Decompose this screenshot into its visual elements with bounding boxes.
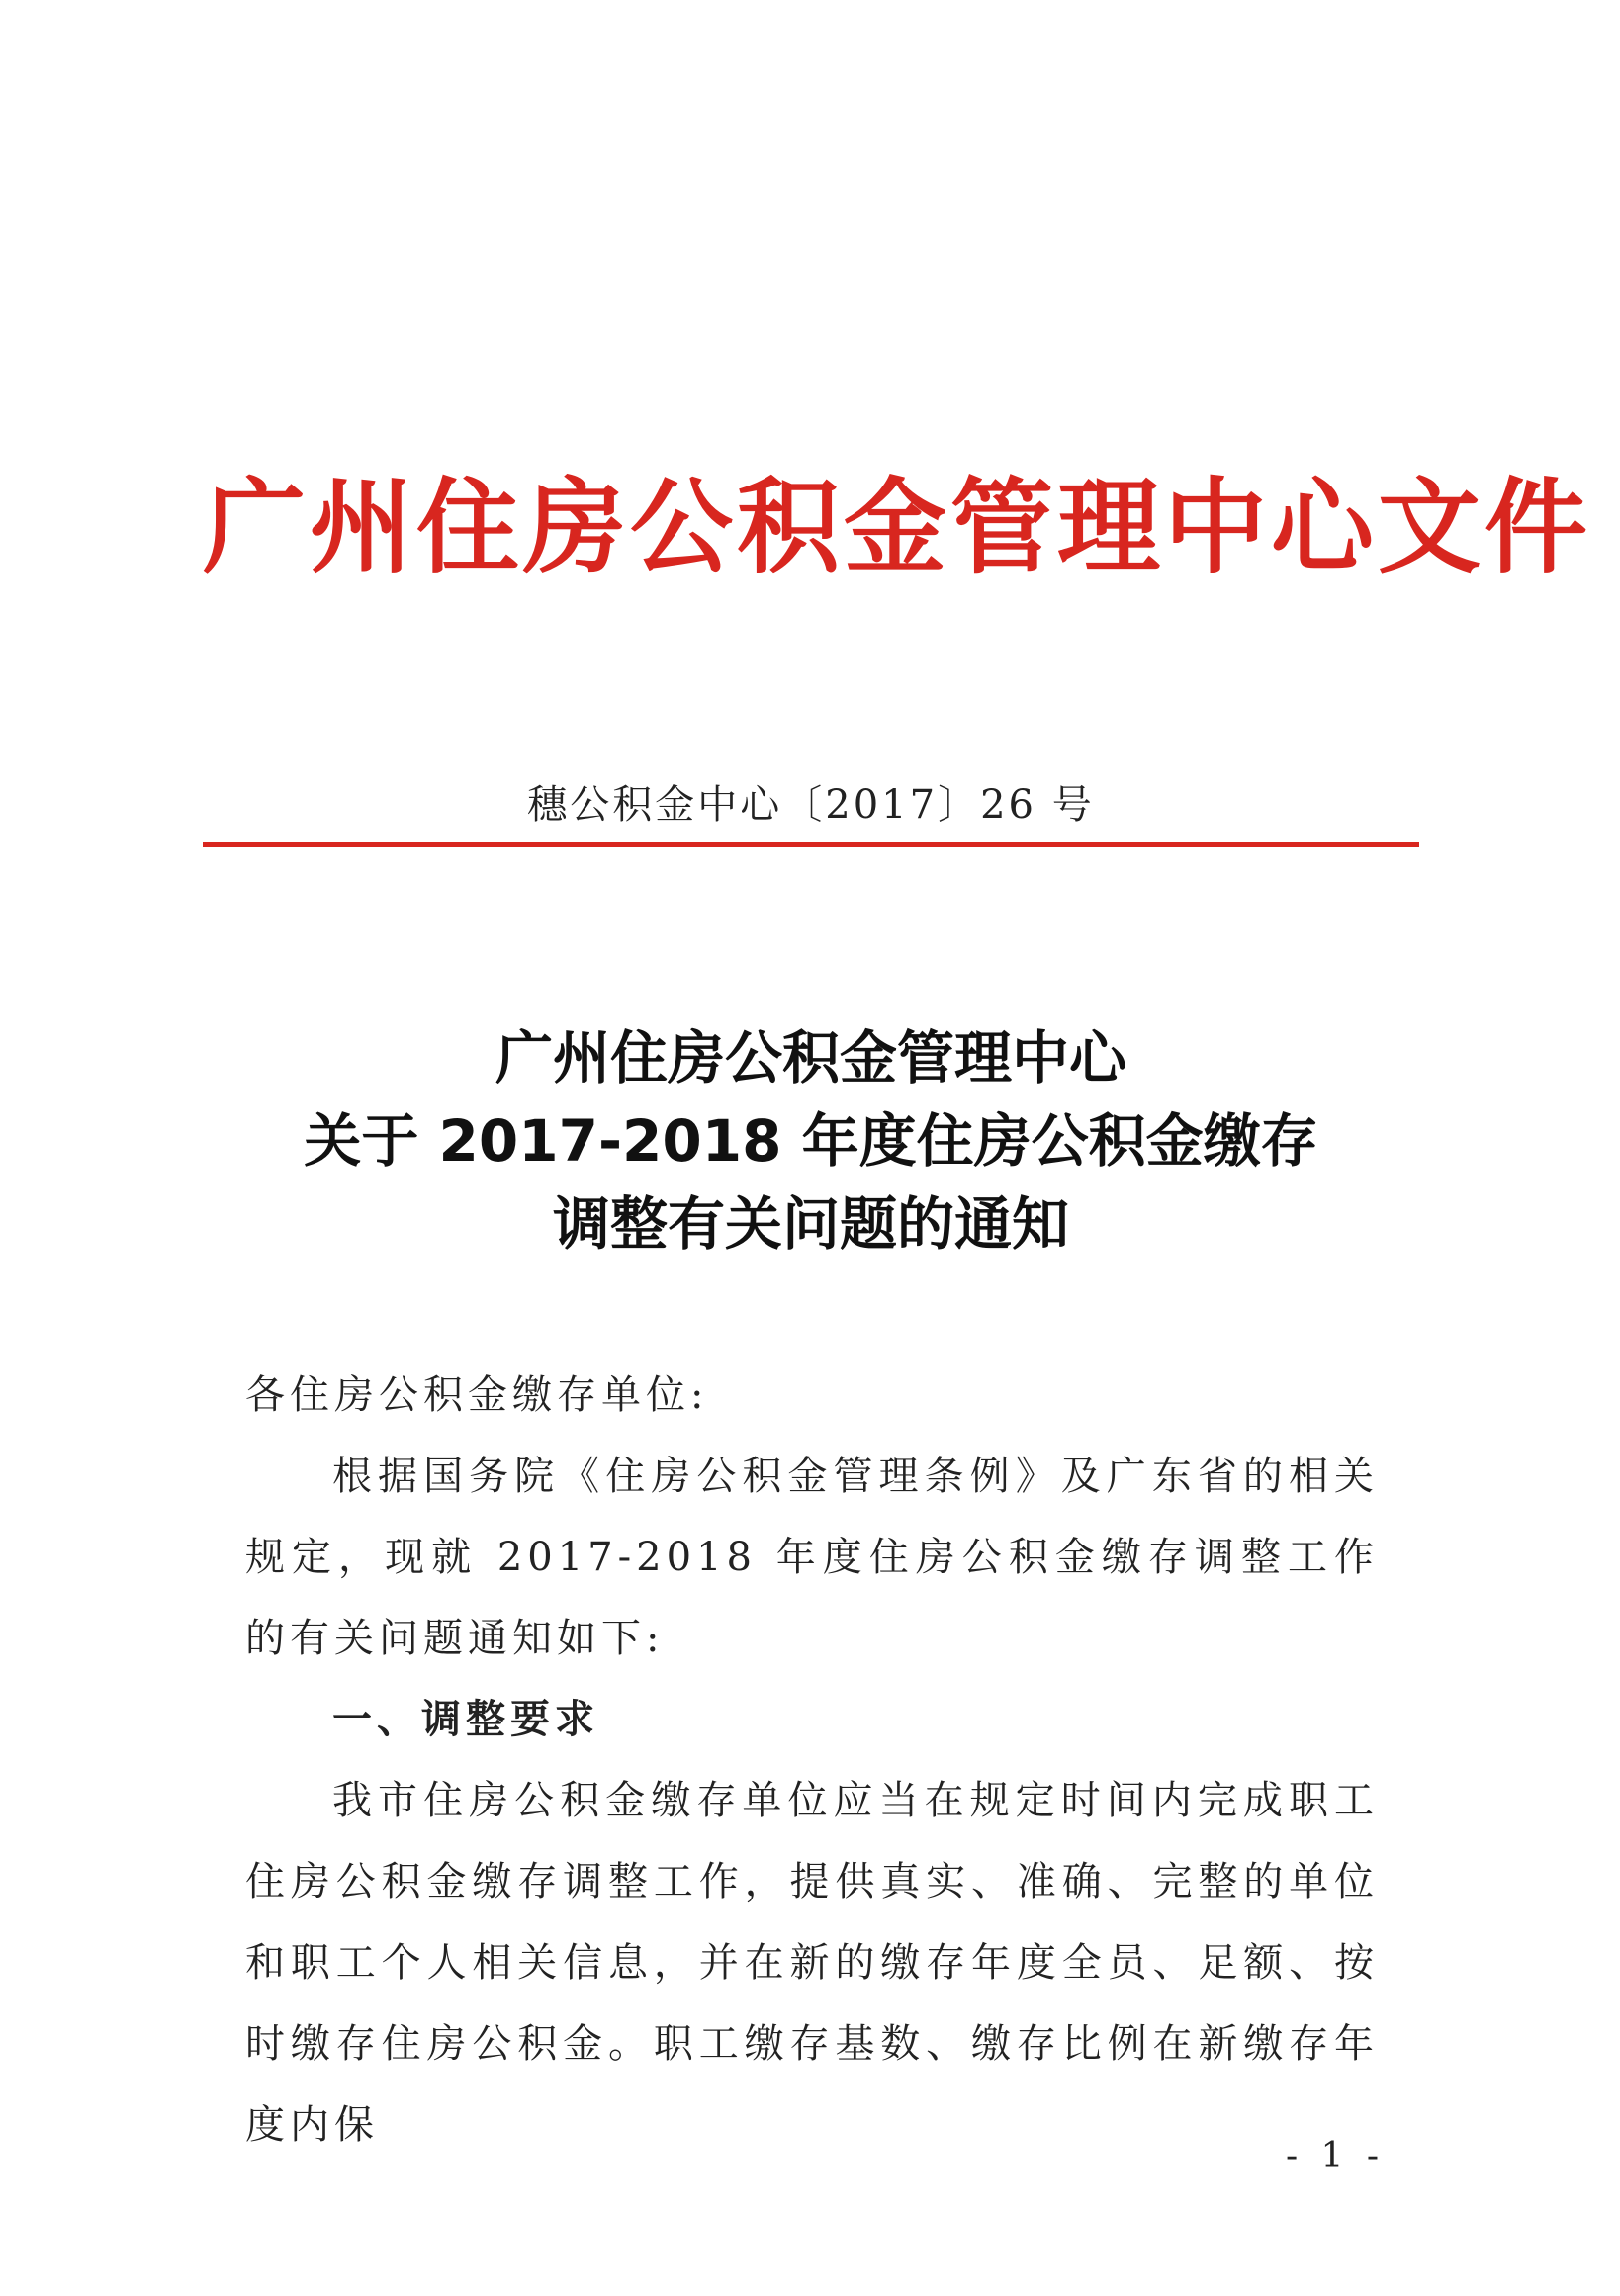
document-title — [203, 1016, 1419, 1266]
section-1-heading: 一、调整要求 — [332, 1697, 599, 1742]
org-banner: 广州住房公积金管理中心文件 — [203, 467, 1592, 587]
document-number: 穗公积金中心〔2017〕26 号 — [527, 782, 1095, 828]
document-body — [245, 1355, 1379, 2165]
section-1-paragraph: 我市住房公积金缴存单位应当在规定时间内完成职工住房公积金缴存调整工作，提供真实、准确、完整的单位和职工个人相关信息，并在新的缴存年度全员、足额、按时缴存住房公积金。职工缴存基数、缴存比例在新缴存年度内保 — [245, 1778, 1379, 2148]
intro-paragraph: 根据国务院《住房公积金管理条例》及广东省的相关规定，现就 2017-2018 年度住房公积金缴存调整工作的有关问题通知如下: — [245, 1454, 1379, 1661]
title-line-3: 调整有关问题的通知 — [552, 1191, 1069, 1258]
title-line-2: 关于 2017-2018 年度住房公积金缴存 — [304, 1107, 1318, 1175]
title-line-1: 广州住房公积金管理中心 — [495, 1024, 1126, 1092]
salutation: 各住房公积金缴存单位: — [245, 1372, 709, 1418]
page-number: - 1 - — [1285, 2136, 1386, 2176]
red-divider — [203, 842, 1419, 847]
